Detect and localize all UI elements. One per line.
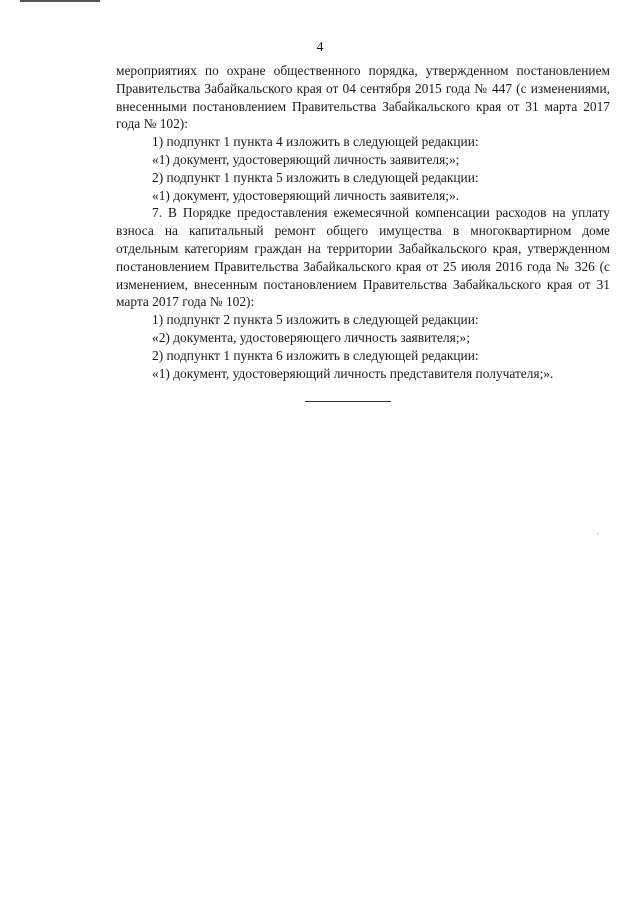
paragraph-item-7: 7. В Порядке предоставления ежемесячной компенсации расходов на уплату взноса на капитальный ремонт общего имущества в многоквартирном доме отдельным категориям граждан на территории Забайкальского края, утвержденном постановлением Правительства Забайкальского края от 25 июля 2016 года № 326 (с изменением, внесенным постановлением Правительства Забайкальского края от 31 марта 2017 года № 102):	[116, 205, 610, 310]
paragraph-quote: «1) документ, удостоверяющий личность представителя получателя;».	[152, 365, 554, 381]
end-separator-line	[305, 401, 391, 402]
document-body	[116, 62, 610, 382]
scan-speck	[597, 533, 598, 534]
page-number: 4	[316, 40, 324, 55]
paragraph-quote: «2) документа, удостоверяющего личность заявителя;»;	[152, 329, 470, 345]
paragraph-quote: «1) документ, удостоверяющий личность заявителя;»;	[152, 151, 460, 167]
paragraph-subitem: 2) подпункт 1 пункта 5 изложить в следующей редакции:	[152, 169, 479, 185]
paragraph-continuation: мероприятиях по охране общественного порядка, утвержденном постановлением Правительства Забайкальского края от 04 сентября 2015 года № 447 (с изменениями, внесенными постановлением Правительства Забайкальского края от 31 марта 2017 года № 102):	[116, 63, 610, 132]
paragraph-subitem: 1) подпункт 1 пункта 4 изложить в следующей редакции:	[152, 134, 479, 150]
paragraph-subitem: 2) подпункт 1 пункта 6 изложить в следующей редакции:	[152, 347, 479, 363]
scan-edge-mark	[20, 0, 100, 2]
paragraph-subitem: 1) подпункт 2 пункта 5 изложить в следующей редакции:	[152, 312, 479, 328]
paragraph-quote: «1) документ, удостоверяющий личность заявителя;».	[152, 187, 460, 203]
